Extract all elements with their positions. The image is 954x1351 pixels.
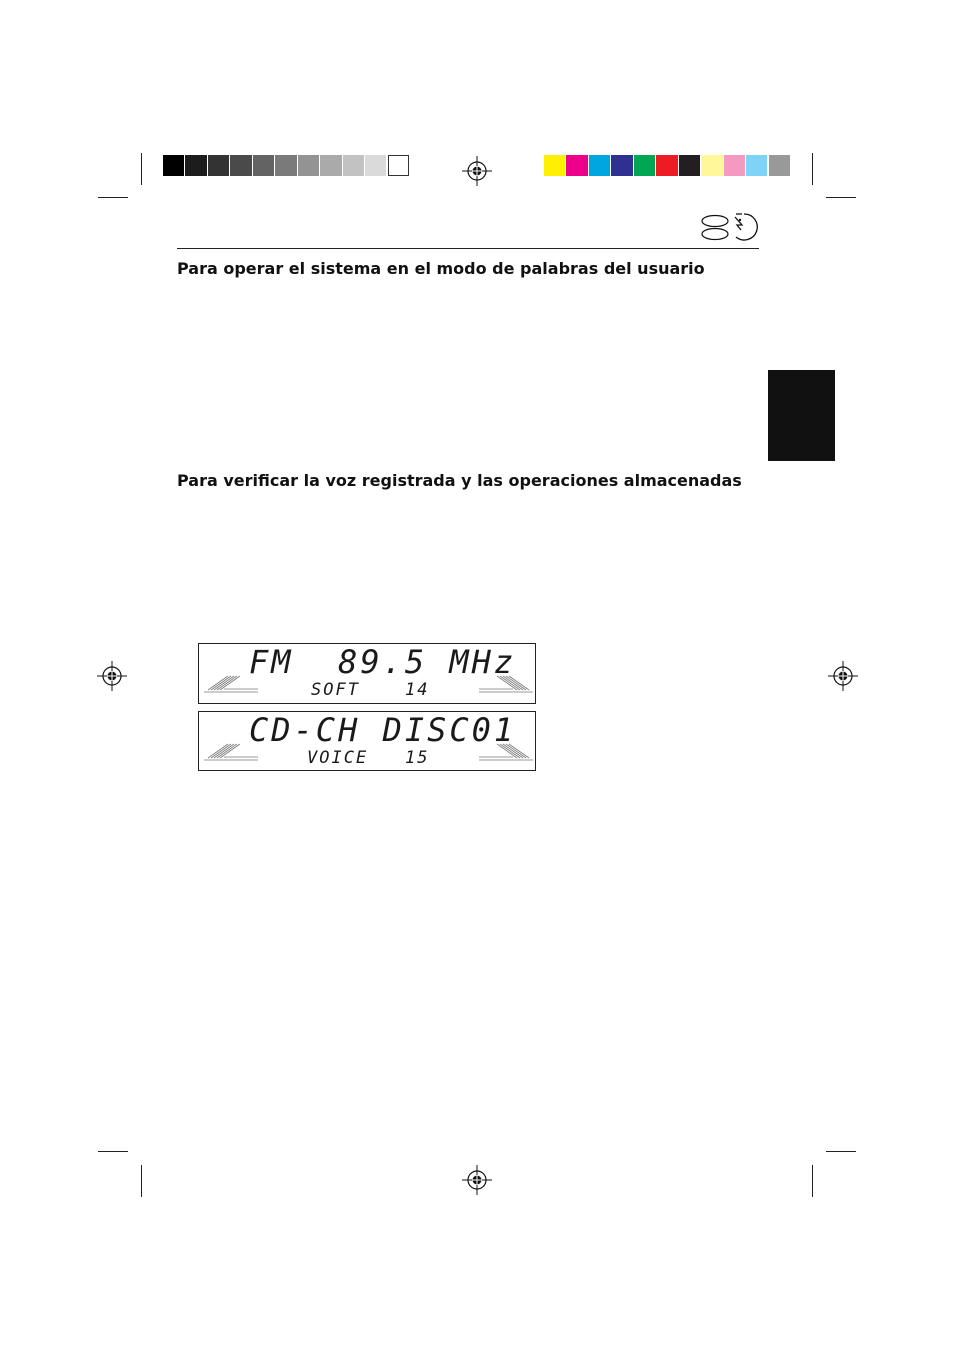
color-swatch xyxy=(701,155,722,176)
crop-mark xyxy=(141,153,142,185)
crosshair-icon xyxy=(462,1165,492,1195)
gray-swatch xyxy=(163,155,184,176)
color-swatch xyxy=(589,155,610,176)
gray-swatch xyxy=(298,155,319,176)
crop-mark xyxy=(141,1165,142,1197)
color-swatch xyxy=(611,155,632,176)
color-swatch xyxy=(544,155,565,176)
crop-mark xyxy=(812,1165,813,1197)
crop-mark xyxy=(98,197,128,198)
lcd-sub-label: VOICE xyxy=(307,748,369,768)
crop-mark xyxy=(826,1151,856,1152)
gray-swatch xyxy=(343,155,364,176)
crop-mark xyxy=(812,153,813,185)
crosshair-icon xyxy=(462,156,492,186)
gray-swatch xyxy=(320,155,341,176)
gray-swatch xyxy=(185,155,206,176)
lcd-main-text: CD-CH DISC01 xyxy=(249,711,517,749)
crosshair-icon xyxy=(97,661,127,691)
color-calibration-bar xyxy=(544,155,791,176)
lcd-sub-label: SOFT xyxy=(311,680,360,700)
crosshair-icon xyxy=(828,661,858,691)
gray-swatch xyxy=(388,155,409,176)
voice-head-icon xyxy=(698,211,760,245)
language-tab-block xyxy=(768,370,835,461)
color-swatch xyxy=(746,155,767,176)
color-swatch xyxy=(656,155,677,176)
lcd-sub-number: 14 xyxy=(405,680,430,700)
header-rule xyxy=(177,248,759,249)
color-swatch xyxy=(679,155,700,176)
section-heading-user-words: Para operar el sistema en el modo de palabras del usuario xyxy=(177,259,705,278)
gray-swatch xyxy=(208,155,229,176)
section-heading-verify-voice: Para verificar la voz registrada y las operaciones almacenadas xyxy=(177,471,742,490)
lcd-sub-number: 15 xyxy=(405,748,430,768)
lcd-display-cd xyxy=(198,711,536,771)
lcd-main-text: FM 89.5 MHz xyxy=(249,643,517,681)
color-swatch xyxy=(566,155,587,176)
crop-mark xyxy=(826,197,856,198)
color-swatch xyxy=(724,155,745,176)
lcd-display-fm xyxy=(198,643,536,704)
gray-swatch xyxy=(230,155,251,176)
color-swatch xyxy=(769,155,790,176)
grayscale-calibration-bar xyxy=(163,155,410,176)
crop-mark xyxy=(98,1151,128,1152)
color-swatch xyxy=(634,155,655,176)
gray-swatch xyxy=(275,155,296,176)
gray-swatch xyxy=(253,155,274,176)
gray-swatch xyxy=(365,155,386,176)
